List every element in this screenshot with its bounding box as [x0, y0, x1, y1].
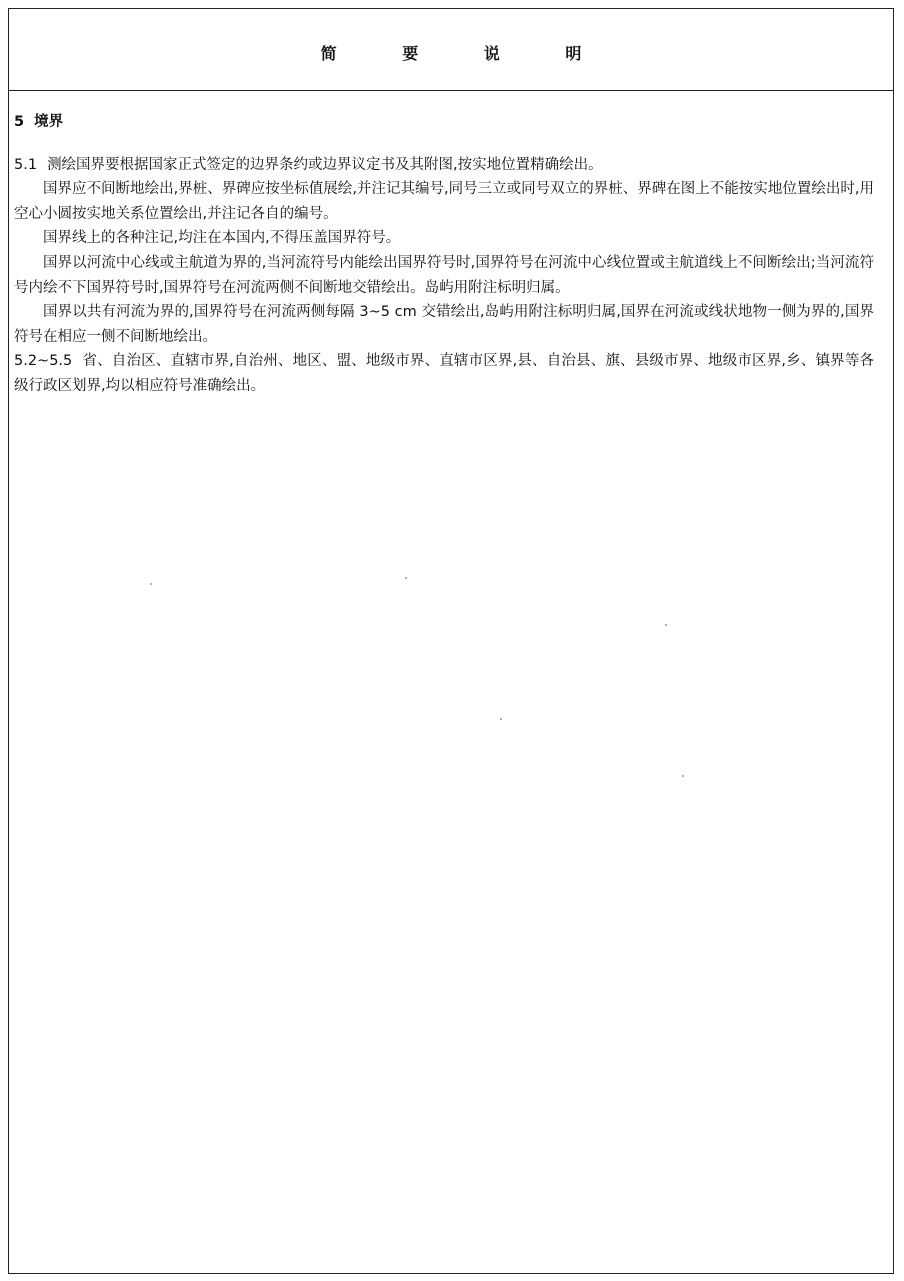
paragraph: 国界应不间断地绘出,界桩、界碑应按坐标值展绘,并注记其编号,同号三立或同号双立的界桩、界碑在图上不能按实地位置绘出时,用空心小圆按实地关系位置绘出,并注记各自的编号。 [14, 181, 874, 222]
clause-number: 5.2~5.5 [14, 353, 73, 370]
paragraph: 国界以河流中心线或主航道为界的,当河流符号内能绘出国界符号时,国界符号在河流中心线位置或主航道线上不间断绘出;当河流符号内绘不下国界符号时,国界符号在河流两侧不间断地交错绘出。岛屿用附注标明归属。 [14, 254, 874, 296]
scan-speck [150, 583, 152, 585]
document-body [14, 110, 874, 399]
scan-speck [405, 577, 407, 579]
paragraph: 国界以共有河流为界的,国界符号在河流两侧每隔 3~5 cm 交错绘出,岛屿用附注标明归属,国界在河流或线状地物一侧为界的,国界符号在相应一侧不间断地绘出。 [14, 304, 874, 345]
scan-speck [682, 775, 684, 777]
paragraph: 国界线上的各种注记,均注在本国内,不得压盖国界符号。 [43, 230, 401, 247]
clause-text: 省、自治区、直辖市界,自治州、地区、盟、地级市界、直辖市区界,县、自治县、旗、县级市界、地级市区界,乡、镇界等各级行政区划界,均以相应符号准确绘出。 [14, 353, 874, 394]
scan-speck [665, 624, 667, 626]
clause-5-1 [14, 153, 874, 178]
section-heading [14, 110, 874, 135]
clause-text: 测绘国界要根据国家正式签定的边界条约或边界议定书及其附图,按实地位置精确绘出。 [47, 156, 603, 173]
page-title: 简 要 说 明 [320, 44, 612, 63]
clause-number: 5.1 [14, 156, 38, 173]
scan-speck [500, 718, 502, 720]
clause-5-2-5-5 [14, 349, 874, 398]
page-header [9, 9, 893, 91]
section-number: 5 [14, 114, 25, 130]
section-title: 境界 [34, 114, 64, 130]
